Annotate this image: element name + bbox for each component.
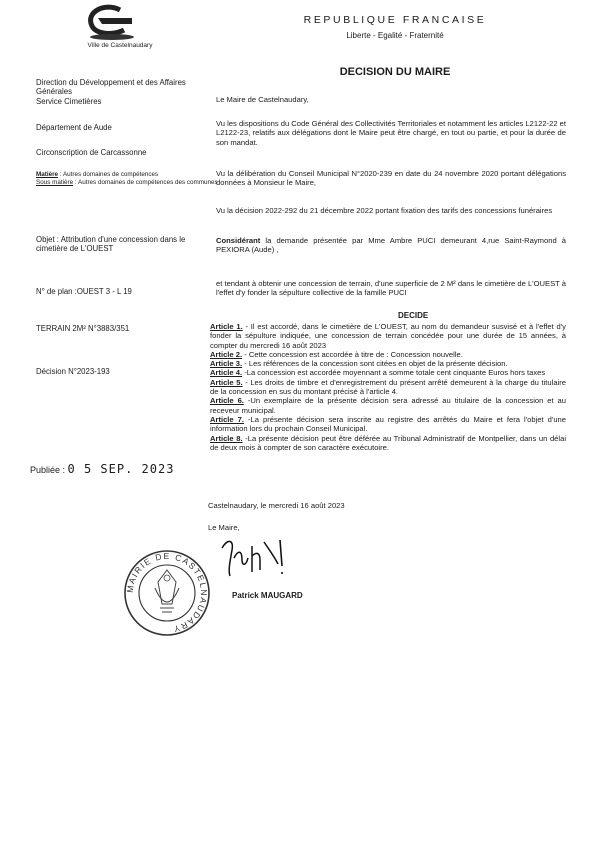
service-label: Service Cimetières [36, 97, 102, 106]
sous-matiere-label: Sous matière [36, 178, 74, 186]
decision-number: Décision N°2023-193 [36, 367, 110, 376]
matiere-block [36, 171, 218, 186]
vu-cgct: Vu les dispositions du Code Général des Collectivités Territoriales et notamment les articles L2122-22 et L2122-23, relatifs aux délégations dont le Maire peut être chargé, en tout ou partie, et pour la durée de son mandat. [216, 119, 566, 147]
decide-heading: DECIDE [398, 311, 429, 320]
considerant-bold: Considérant [216, 236, 261, 245]
matiere-text: : Autres domaines de compétences [58, 171, 159, 178]
signature-icon [218, 536, 298, 580]
considerant-paragraph [216, 236, 566, 255]
plan-number: N° de plan :OUEST 3 - L 19 [36, 287, 132, 296]
page-title: DECISION DU MAIRE [339, 66, 451, 78]
departement-label: Département de Aude [36, 123, 112, 132]
matiere-label: Matière [36, 171, 59, 178]
republic-motto: Liberte - Egalité - Fraternité [346, 31, 444, 40]
article-4: Article 4. -La concession est accordée moyennant a somme totale cent cinquante Euros hors taxes [210, 368, 546, 378]
article-5: Article 5. - Les droits de timbre et d'enregistrement du présent arrêté demeurent à la charge du titulaire de la concession en sus du montant précisé à l'article 4. [210, 377, 566, 397]
publie-label: Publiée : [30, 465, 68, 475]
maire-line: Le Maire de Castelnaudary, [216, 95, 309, 104]
city-logo-icon [80, 4, 140, 44]
sous-matiere-text: : Autres domaines de compétences des communes [73, 178, 218, 186]
seal-text: MAIRIE DE CASTELNAUDARY [124, 550, 210, 635]
terrain-number: TERRAIN 2M² N°3883/351 [36, 324, 130, 333]
publie-date: 0 5 SEP. 2023 [67, 462, 175, 476]
article-6: Article 6. -Un exemplaire de la présente décision sera adressé au titulaire de la concession et au receveur municipal. [210, 396, 566, 415]
signer-name: Patrick MAUGARD [232, 591, 303, 600]
article-8: Article 8. -La présente décision peut être déférée au Tribunal Administratif de Montpellier, dans un délai de deux mois à compter de son caractère exécutoire. [210, 433, 567, 452]
closing-place-date: Castelnaudary, le mercredi 16 août 2023 [208, 501, 345, 510]
vu-deliberation: Vu la délibération du Conseil Municipal N°2020-239 en date du 24 novembre 2020 portant délégations données à Monsieur le Maire, [216, 169, 566, 188]
le-maire-label: Le Maire, [208, 523, 240, 532]
publication-date-stamp [30, 462, 174, 476]
vu-decision-tarifs: Vu la décision 2022-292 du 21 décembre 2022 portant fixation des tarifs des concessions funéraires [216, 206, 553, 215]
article-7: Article 7. -La présente décision sera inscrite au registre des arrêtés du Maire et fera l'objet d'une information lors du prochain Conseil Municipal. [210, 414, 566, 434]
circonscription-label: Circonscription de Carcassonne [36, 148, 147, 157]
considerant-text: la demande présentée par Mme Ambre PUCI demeurant 4,rue Saint-Raymond à PEXIORA (Aude) , [216, 236, 566, 255]
article-1: Article 1. - Il est accordé, dans le cimetière de L'OUEST, au nom du demandeur susvisé et à l'effet d'y fonder la sépulture indiquée, une concession de terrain concédée pour une durée de 15 années, à compter du mercredi 16 août 2023 [210, 322, 566, 350]
republic-heading: REPUBLIQUE FRANCAISE [303, 14, 487, 26]
article-3: Article 3. - Les références de la concession sont citées en objet de la présente décision. [210, 359, 508, 369]
objet-label: Objet : Attribution d'une concession dans le cimetière de L'OUEST [36, 235, 186, 254]
article-2: Article 2. - Cette concession est accordée à titre de : Concession nouvelle. [210, 349, 463, 359]
mairie-seal-stamp [122, 548, 212, 638]
articles-list [210, 322, 566, 452]
logo-caption: Ville de Castelnaudary [87, 42, 153, 49]
direction-label: Direction du Développement et des Affaires Générales [36, 78, 186, 97]
tendant-paragraph: et tendant à obtenir une concession de terrain, d'une superficie de 2 M² dans le cimetière de L'OUEST à l'effet d'y fonder la sépulture collective de la famille PUCI [216, 279, 566, 298]
